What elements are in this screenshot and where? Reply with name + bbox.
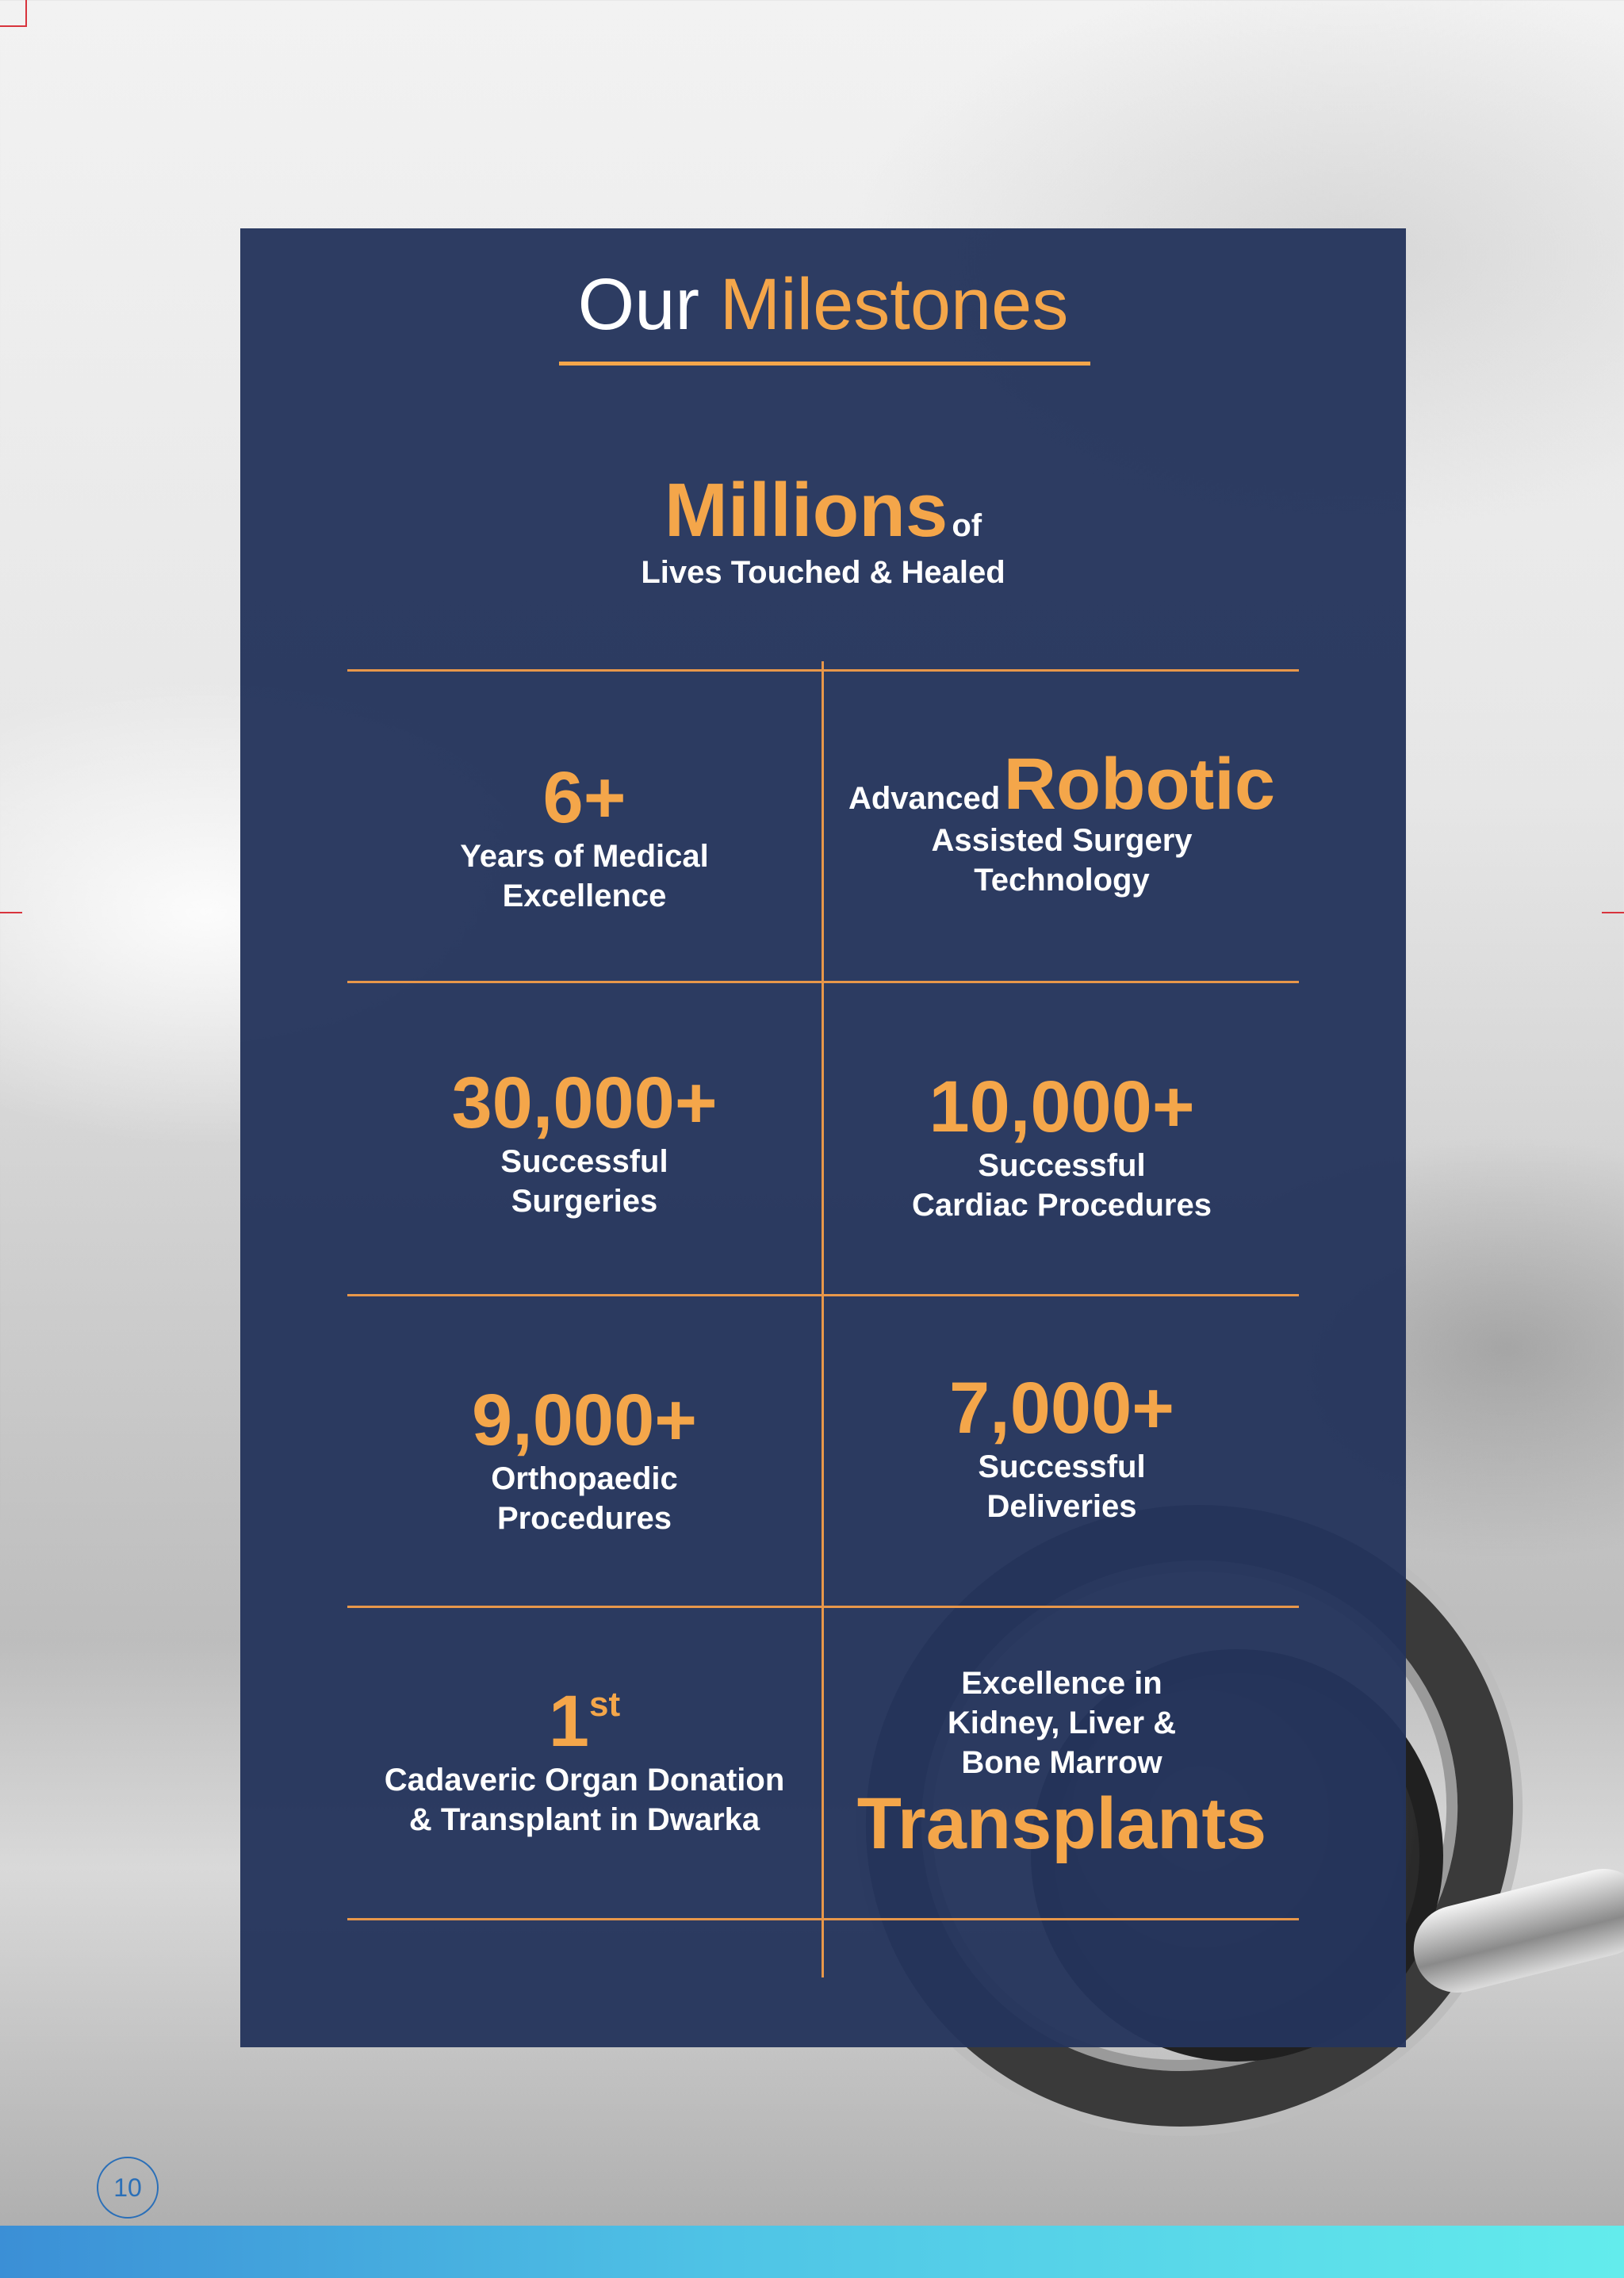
- label-line: Excellence: [502, 878, 667, 913]
- milestone-label: [347, 837, 822, 916]
- label-line: Assisted Surgery: [931, 823, 1193, 858]
- milestone-label: [347, 1760, 822, 1840]
- hero-subtitle: Lives Touched & Healed: [641, 555, 1005, 590]
- milestone-number: [347, 1683, 822, 1760]
- milestone-surgeries: [347, 1062, 822, 1221]
- title-part2: Milestones: [719, 264, 1069, 345]
- milestone-number: 30,000+: [451, 1062, 718, 1143]
- milestone-label: [824, 1146, 1300, 1225]
- crop-mark: [0, 912, 22, 913]
- milestone-number: 10,000+: [929, 1066, 1195, 1147]
- milestone-label: [347, 1142, 822, 1221]
- milestone-label: [824, 1447, 1300, 1526]
- hero-small: of: [952, 508, 982, 543]
- label-line: Kidney, Liver &: [947, 1706, 1177, 1740]
- milestone-label: [824, 1664, 1300, 1782]
- label-line: Years of Medical: [460, 838, 709, 874]
- crop-mark: [0, 0, 27, 27]
- hero-big: Millions: [664, 468, 948, 553]
- milestone-number: 6+: [542, 757, 626, 838]
- label-line: Deliveries: [986, 1488, 1137, 1524]
- label-line: Successful: [978, 1147, 1146, 1183]
- title-part1: Our: [577, 264, 700, 345]
- page-title: [240, 264, 1406, 345]
- ordinal-number: 1: [548, 1681, 590, 1762]
- label-line: Procedures: [496, 1500, 672, 1536]
- milestone-prefix: Advanced: [848, 781, 1001, 816]
- hero-milestone: [240, 468, 1406, 591]
- label-line: Technology: [974, 863, 1150, 898]
- milestone-highlight: Transplants: [856, 1783, 1267, 1864]
- label-line: & Transplant in Dwarka: [408, 1801, 760, 1837]
- label-line: Successful: [978, 1449, 1146, 1484]
- label-line: Surgeries: [511, 1183, 658, 1219]
- milestone-years: [347, 757, 822, 916]
- label-line: Orthopaedic: [491, 1461, 678, 1496]
- footer-bar: [0, 2226, 1624, 2278]
- milestone-ortho: [347, 1382, 822, 1538]
- milestone-label: [824, 821, 1300, 900]
- crop-mark: [1602, 912, 1624, 913]
- milestone-number: 9,000+: [472, 1380, 697, 1461]
- milestone-label: [347, 1459, 822, 1538]
- milestone-cadaveric: [347, 1683, 822, 1840]
- milestone-transplants: [824, 1664, 1300, 1863]
- milestones-panel: [240, 228, 1406, 2047]
- milestone-highlight: Robotic: [1003, 744, 1276, 825]
- milestone-number: 7,000+: [949, 1368, 1174, 1449]
- label-line: Cadaveric Organ Donation: [384, 1762, 785, 1798]
- label-line: Excellence in: [961, 1666, 1162, 1701]
- label-line: Bone Marrow: [961, 1745, 1162, 1780]
- milestone-deliveries: [824, 1370, 1300, 1526]
- milestone-cardiac: [824, 1066, 1300, 1225]
- label-line: Cardiac Procedures: [912, 1187, 1212, 1223]
- page-number: 10: [97, 2157, 159, 2219]
- milestone-robotic: [824, 744, 1300, 900]
- label-line: Successful: [500, 1143, 668, 1179]
- title-underline: [559, 362, 1090, 366]
- ordinal-suffix: st: [589, 1685, 621, 1724]
